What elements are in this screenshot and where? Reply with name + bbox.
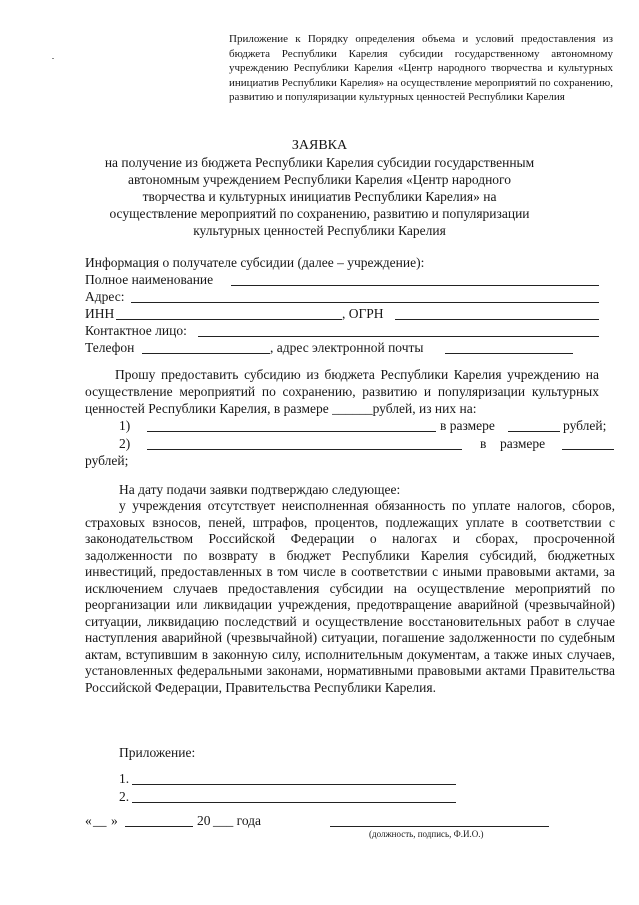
item-2-number: 2) (119, 436, 131, 451)
year-prefix: 20 (197, 813, 211, 828)
item-1-rub-label: рублей; (563, 418, 607, 433)
item-1-size-label: в размере (440, 418, 495, 433)
scan-mark (52, 58, 54, 59)
item-1-amount-field[interactable] (508, 431, 560, 432)
attachment-2-field[interactable] (132, 802, 456, 803)
email-field[interactable] (445, 353, 573, 354)
item-2-amount-field[interactable] (562, 449, 614, 450)
contact-label: Контактное лицо: (85, 323, 187, 338)
item-1-number: 1) (119, 418, 131, 433)
address-field[interactable] (131, 302, 599, 303)
appendix-note: Приложение к Порядку определения объема и условий предоставления из бюджета Республики Карелия субсидии государственному автономному учреждению Республики Карелия «Центр народного творчества и культурных инициатив Республики Карелия» на осуществление мероприятий по сохранению, развитию и популяризации культурных ценностей Республики Карелия (229, 33, 613, 103)
item-2-v-label: в (480, 436, 487, 451)
date-month-field[interactable] (125, 826, 193, 827)
inn-field[interactable] (116, 319, 342, 320)
document-title: ЗАЯВКА (291, 138, 348, 153)
signature-caption: (должность, подпись, Ф.И.О.) (369, 829, 484, 839)
date-open-quote: « (85, 813, 92, 828)
recipient-info-heading: Информация о получателе субсидии (далее – учреждение): (85, 255, 425, 270)
item-2-purpose-field[interactable] (147, 449, 462, 450)
contact-field[interactable] (198, 336, 599, 337)
ogrn-label: , ОГРН (342, 306, 384, 321)
attachment-1-field[interactable] (132, 784, 456, 785)
confirm-heading: На дату подачи заявки подтверждаю следующее: (119, 482, 401, 497)
email-label: , адрес электронной почты (270, 340, 424, 355)
full-name-label: Полное наименование (85, 272, 214, 287)
item-2-size-label: размере (500, 436, 546, 451)
address-label: Адрес: (85, 289, 125, 304)
attachment-1-number: 1. (119, 771, 130, 786)
phone-label: Телефон (85, 340, 135, 355)
attachments-heading: Приложение: (119, 745, 196, 760)
date-close-quote: » (111, 813, 118, 828)
phone-field[interactable] (142, 353, 270, 354)
item-2-rub-label: рублей; (85, 453, 129, 468)
confirm-paragraph: у учреждения отсутствует неисполненная обязанность по уплате налогов, сборов, страховых взносов, пеней, штрафов, процентов, подлежащих уплате в соответствии с законодательством Российской Федерации о налогах и сборах, просроченной задолженности по возврату в бюджет Республики Карелия субсидий, бюджетных инвестиций, предоставленных в том числе в соответствии с иными правовыми актами, за исключением случаев предоставления субсидии на осуществление мероприятий по реорганизации или ликвидации учреждения, предотвращение аварийной (чрезвычайной) ситуации, ликвидацию последствий и осуществление восстановительных работ в случае наступления аварийной (чрезвычайной) ситуации, погашение задолженности по судебным актам, вступившим в законную силу, исполнительным документам, а также иных случаев, установленных федеральными законами, нормативными правовыми актами Правительства Российской Федерации, Правительства Республики Карелия. (85, 498, 615, 695)
signature-field[interactable] (330, 826, 549, 827)
full-name-field[interactable] (231, 285, 599, 286)
document-subtitle: на получение из бюджета Республики Карелия субсидии государственным автономным учреждением Республики Карелия «Центр народного творчества и культурных инициатив Республики Карелия» на осуществление мероприятий по сохранению, развитию и популяризации культурных ценностей Республики Карелия (104, 155, 535, 238)
item-1-purpose-field[interactable] (147, 431, 436, 432)
date-day-blank: __ (93, 813, 107, 828)
request-paragraph: Прошу предоставить субсидию из бюджета Республики Карелия учреждению на осуществление мероприятий по сохранению, развитию и популяризации культурных ценностей Республики Карелия, в размере ______рублей, из них на: (85, 367, 599, 416)
year-suffix: ___ года (213, 813, 262, 828)
attachment-2-number: 2. (119, 789, 130, 804)
inn-label: ИНН (85, 306, 115, 321)
ogrn-field[interactable] (395, 319, 599, 320)
